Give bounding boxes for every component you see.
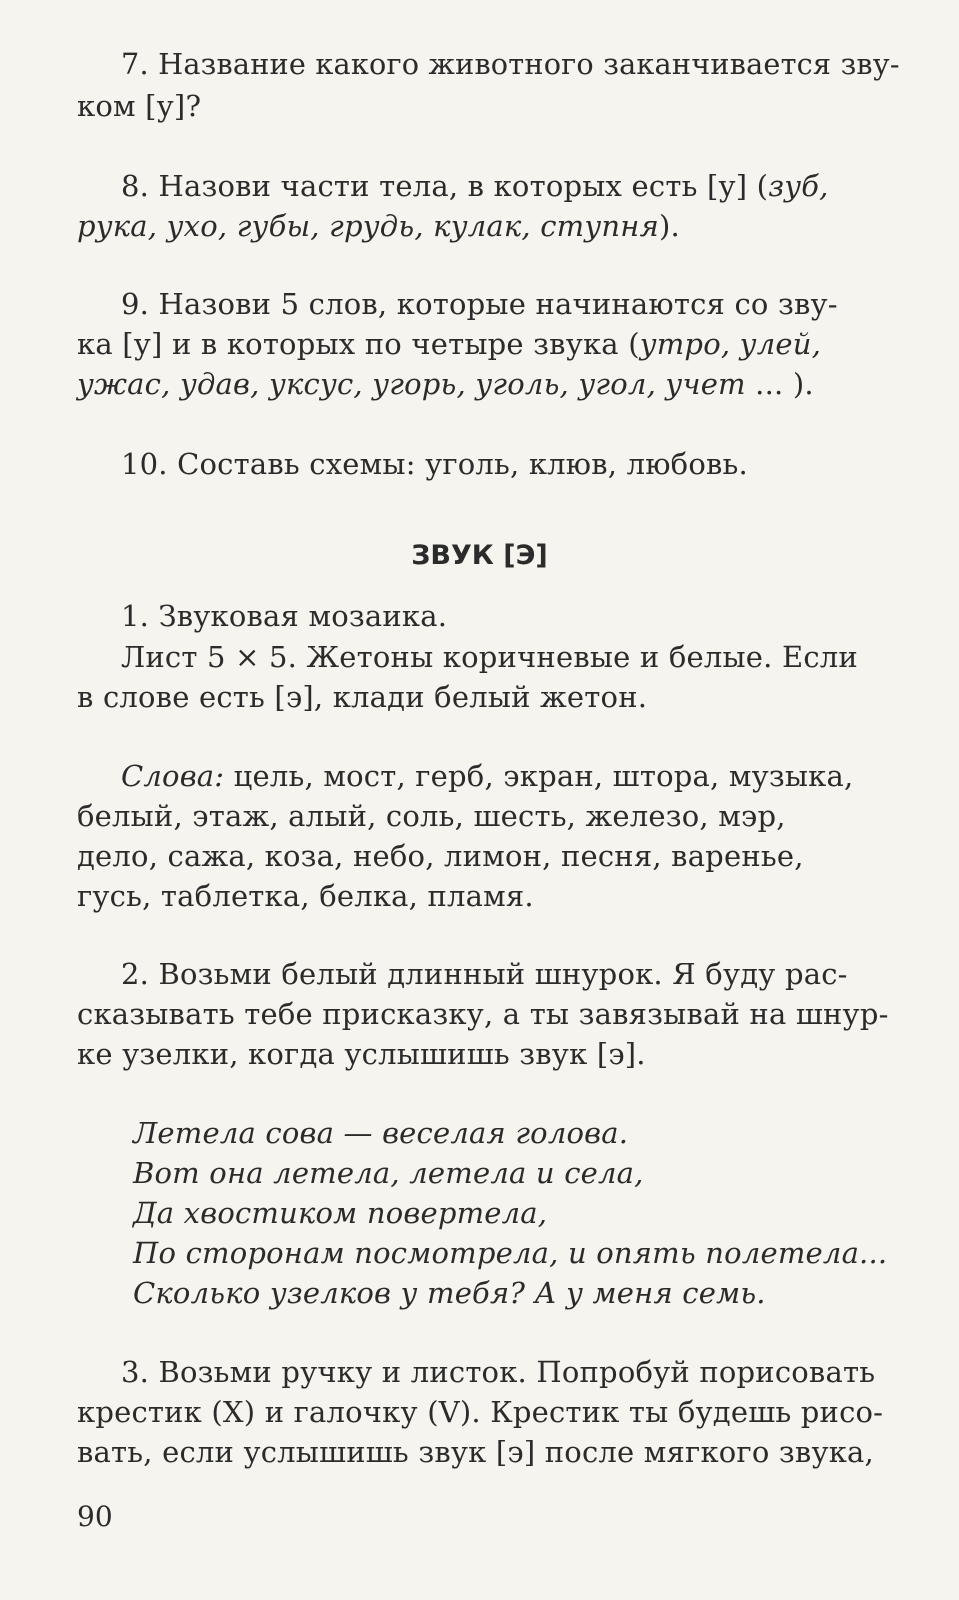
e1-words-line1-text: цель, мост, герб, экран, штора, музыка,	[224, 759, 854, 793]
e1-words-label: Слова:	[121, 759, 225, 793]
e3-line3: вать, если услышишь звук [э] после мягкого звука,	[77, 1435, 874, 1469]
poem-line: Вот она летела, летела и села,	[133, 1156, 644, 1190]
e2-line3: ке узелки, когда услышишь звук [э].	[77, 1037, 646, 1071]
poem-line: По сторонам посмотрела, и опять полетела...	[133, 1236, 888, 1270]
e1-words-line2: белый, этаж, алый, соль, шесть, железо, мэр,	[77, 799, 786, 833]
section-heading: ЗВУК [Э]	[411, 540, 548, 571]
q9-line3-end: ... ).	[745, 367, 814, 401]
q8-line1-text: 8. Назови части тела, в которых есть [у] (	[121, 169, 769, 203]
q9-line1: 9. Назови 5 слов, которые начинаются со зву-	[121, 287, 838, 321]
q10-line1: 10. Составь схемы: уголь, клюв, любовь.	[121, 447, 748, 481]
e2-line2: сказывать тебе присказку, а ты завязывай на шнур-	[77, 997, 889, 1031]
e1-line1: Лист 5 × 5. Жетоны коричневые и белые. Если	[121, 640, 858, 674]
e1-title: 1. Звуковая мозаика.	[121, 599, 448, 633]
q9-line2-text: ка [у] и в которых по четыре звука (	[77, 327, 640, 361]
q8-line2-italic: рука, ухо, губы, грудь, кулак, ступня	[77, 209, 659, 243]
q8-line1	[121, 166, 829, 206]
e1-words-line4: гусь, таблетка, белка, пламя.	[77, 879, 534, 913]
e2-line1: 2. Возьми белый длинный шнурок. Я буду рас-	[121, 957, 848, 991]
q8-line1-italic: зуб,	[768, 169, 829, 203]
e3-line2: крестик (Х) и галочку (V). Крестик ты будешь рисо-	[77, 1395, 884, 1429]
page-number: 90	[77, 1500, 113, 1533]
q9-line2-italic: утро, улей,	[639, 327, 822, 361]
e1-words-line3: дело, сажа, коза, небо, лимон, песня, варенье,	[77, 839, 804, 873]
e1-line2: в слове есть [э], клади белый жетон.	[77, 680, 648, 714]
q9-line3-italic: ужас, удав, уксус, угорь, уголь, угол, учет	[77, 367, 746, 401]
q8-line2	[77, 206, 680, 246]
e3-line1: 3. Возьми ручку и листок. Попробуй порисовать	[121, 1355, 876, 1389]
q9-line2	[77, 324, 821, 364]
q9-line3	[77, 364, 814, 404]
poem-line: Летела сова — веселая голова.	[133, 1116, 629, 1150]
poem-line: Сколько узелков у тебя? А у меня семь.	[133, 1276, 766, 1310]
q7-line2: ком [у]?	[77, 89, 202, 123]
q8-line2-end: ).	[658, 209, 680, 243]
q7-line1: 7. Название какого животного заканчивается зву-	[121, 47, 900, 81]
poem-line: Да хвостиком повертела,	[133, 1196, 548, 1230]
e1-words-line1	[121, 756, 853, 796]
